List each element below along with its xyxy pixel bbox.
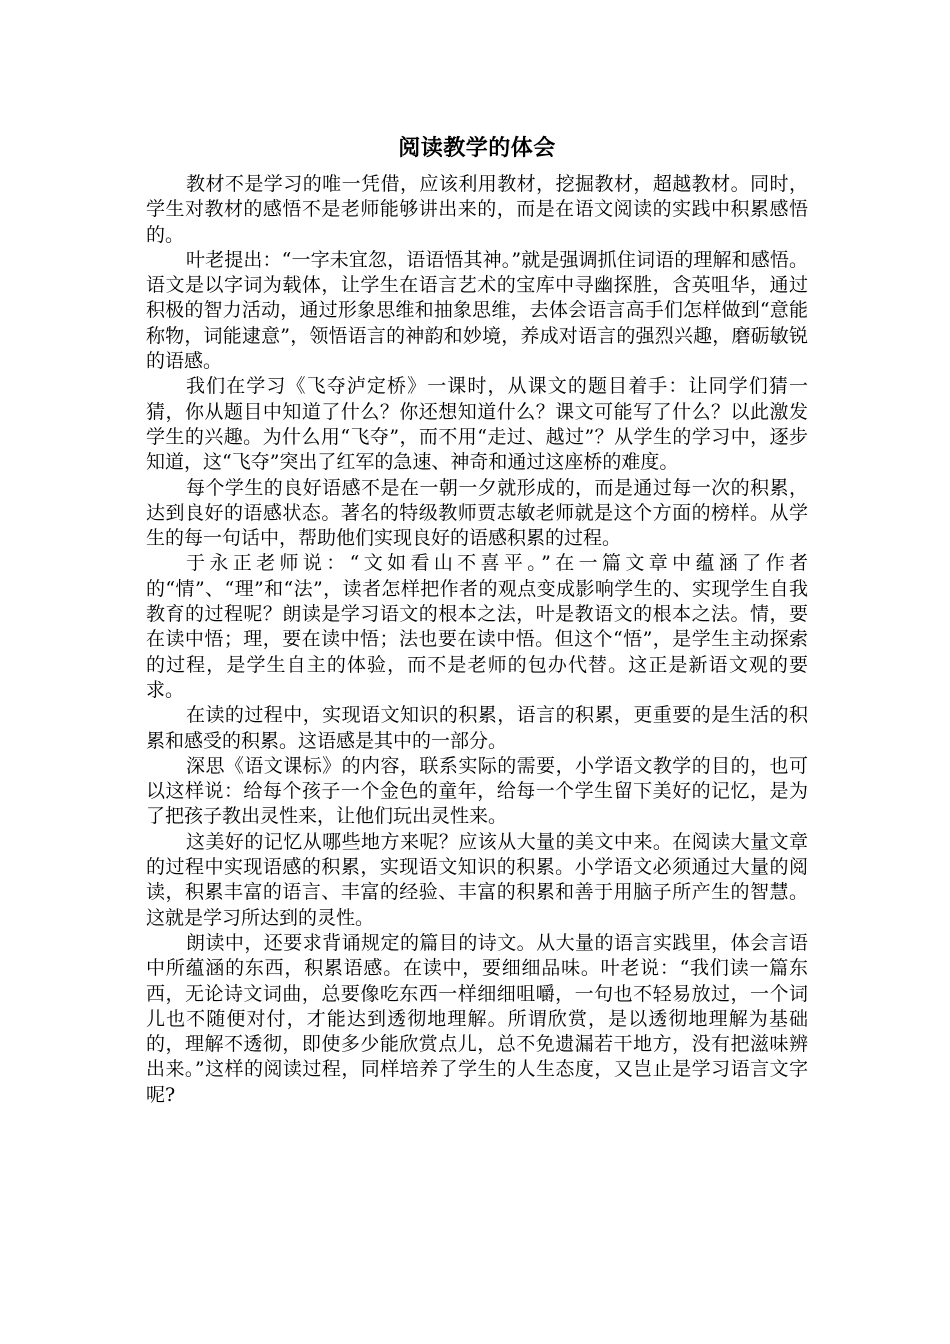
paragraph: 在读的过程中，实现语文知识的积累，语言的积累，更重要的是生活的积累和感受的积累。这语感是其中的一部分。: [146, 704, 808, 752]
paragraph: 这美好的记忆从哪些地方来呢？应该从大量的美文中来。在阅读大量文章的过程中实现语感的积累，实现语文知识的积累。小学语文必须通过大量的阅读，积累丰富的语言、丰富的经验、丰富的积累和善于用脑子所产生的智慧。这就是学习所达到的灵性。: [146, 830, 808, 929]
paragraph: 每个学生的良好语感不是在一朝一夕就形成的，而是通过每一次的积累，达到良好的语感状态。著名的特级教师贾志敏老师就是这个方面的榜样。从学生的每一句话中，帮助他们实现良好的语感积累的过程。: [146, 476, 808, 550]
paragraph: 深思《语文课标》的内容，联系实际的需要，小学语文教学的目的，也可以这样说：给每个孩子一个金色的童年，给每一个学生留下美好的记忆，是为了把孩子教出灵性来，让他们玩出灵性来。: [146, 754, 808, 828]
paragraph: 教材不是学习的唯一凭借，应该利用教材，挖掘教材，超越教材。同时，学生对教材的感悟不是老师能够讲出来的，而是在语文阅读的实践中积累感悟的。: [146, 173, 808, 246]
document-page: [146, 134, 808, 1108]
paragraph: 于永正老师说：“文如看山不喜平。”在一篇文章中蕴涵了作者的“情”、“理”和“法”，读者怎样把作者的观点变成影响学生的、实现学生自我教育的过程呢？朗读是学习语文的根本之法，叶是教语文的根本之法。情，要在读中悟；理，要在读中悟；法也要在读中悟。但这个“悟”，是学生主动探索的过程，是学生自主的体验，而不是老师的包办代替。这正是新语文观的要求。: [146, 552, 808, 701]
paragraph: 叶老提出：“一字未宜忽，语语悟其神。”就是强调抓住词语的理解和感悟。语文是以字词为载体，让学生在语言艺术的宝库中寻幽探胜，含英咀华，通过积极的智力活动，通过形象思维和抽象思维，去体会语言高手们怎样做到“意能称物，词能逮意”，领悟语言的神韵和妙境，养成对语言的强烈兴趣，磨砺敏锐的语感。: [146, 248, 808, 373]
document-title: 阅读教学的体会: [398, 136, 556, 161]
paragraph: 朗读中，还要求背诵规定的篇目的诗文。从大量的语言实践里，体会言语中所蕴涵的东西，积累语感。在读中，要细细品味。叶老说：“我们读一篇东西，无论诗文词曲，总要像吃东西一样细细咀嚼，一句也不轻易放过，一个词儿也不随便对付，才能达到透彻地理解。所谓欣赏，是以透彻地理解为基础的，理解不透彻，即使多少能欣赏点儿，总不免遗漏若干地方，没有把滋味辨出来。”这样的阅读过程，同样培养了学生的人生态度，又岂止是学习语言文字呢?: [146, 931, 808, 1106]
paragraph: 我们在学习《飞夺泸定桥》一课时，从课文的题目着手：让同学们猜一猜，你从题目中知道了什么？你还想知道什么？课文可能写了什么？以此激发学生的兴趣。为什么用“飞夺”，而不用“走过、越过”？从学生的学习中，逐步知道，这“飞夺”突出了红军的急速、神奇和通过这座桥的难度。: [146, 375, 808, 474]
